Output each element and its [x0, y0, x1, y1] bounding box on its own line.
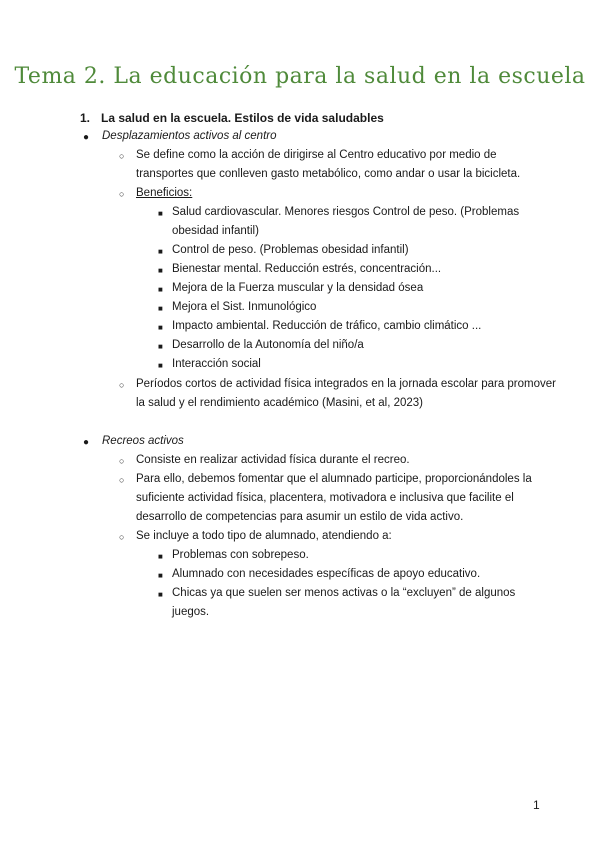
periodos-line-1: Períodos cortos de actividad física integrados en la jornada escolar para promover	[136, 378, 556, 390]
bullet-level3: ■	[158, 209, 163, 218]
beneficio-item-continuation: obesidad infantil)	[172, 225, 259, 237]
document-title: Tema 2. La educación para la salud en la escuela	[14, 64, 586, 89]
para-line-3: desarrollo de competencias para asumir un estilo de vida activo.	[136, 511, 464, 523]
beneficio-item: Mejora de la Fuerza muscular y la densidad ósea	[172, 282, 424, 294]
bullet-level3: ■	[158, 342, 163, 351]
bullet-level1: ●	[83, 437, 90, 448]
recreos-label: Recreos activos	[102, 435, 184, 447]
bullet-level3: ■	[158, 247, 163, 256]
para-line-2: suficiente actividad física, placentera, motivadora e inclusiva que facilite el	[136, 492, 514, 504]
page-number: 1	[533, 798, 540, 812]
bullet-level2: ○	[119, 475, 125, 485]
bullet-level2: ○	[119, 456, 125, 466]
beneficio-item: Salud cardiovascular. Menores riesgos Control de peso. (Problemas	[172, 206, 520, 218]
bullet-level3: ■	[158, 323, 163, 332]
section-number: 1.	[80, 111, 91, 125]
bullet-level2: ○	[119, 532, 125, 542]
beneficio-item: Desarrollo de la Autonomía del niño/a	[172, 339, 364, 351]
recreos-item-continuation: juegos.	[172, 606, 210, 618]
beneficio-item: Mejora el Sist. Inmunológico	[172, 301, 317, 313]
para-line-1: Para ello, debemos fomentar que el alumnado participe, proporcionándoles la	[136, 473, 532, 485]
incluye-line: Se incluye a todo tipo de alumnado, atendiendo a:	[136, 530, 392, 542]
section-heading: La salud en la escuela. Estilos de vida saludables	[101, 111, 384, 125]
bullet-level3: ■	[158, 590, 163, 599]
bullet-level2: ○	[119, 380, 125, 390]
bullet-level1: ●	[83, 132, 90, 143]
beneficio-item: Bienestar mental. Reducción estrés, concentración...	[172, 263, 442, 275]
bullet-level3: ■	[158, 552, 163, 561]
recreos-item: Problemas con sobrepeso.	[172, 549, 309, 561]
bullet-level2: ○	[119, 189, 125, 199]
bullet-level2: ○	[119, 151, 125, 161]
beneficio-item: Impacto ambiental. Reducción de tráfico, cambio climático ...	[172, 320, 482, 332]
bullet-level3: ■	[158, 304, 163, 313]
bullet-level3: ■	[158, 571, 163, 580]
beneficio-item: Interacción social	[172, 358, 261, 370]
bullet-level3: ■	[158, 361, 163, 370]
recreos-item: Chicas ya que suelen ser menos activas o la “excluyen” de algunos	[172, 587, 516, 599]
consiste-line: Consiste en realizar actividad física durante el recreo.	[136, 454, 410, 466]
desplazamientos-label: Desplazamientos activos al centro	[102, 130, 277, 142]
recreos-item: Alumnado con necesidades específicas de apoyo educativo.	[172, 568, 481, 580]
beneficio-item: Control de peso. (Problemas obesidad infantil)	[172, 244, 409, 256]
definition-line-1: Se define como la acción de dirigirse al Centro educativo por medio de	[136, 149, 497, 161]
periodos-line-2: la salud y el rendimiento académico (Masini, et al, 2023)	[136, 397, 424, 409]
bullet-level3: ■	[158, 266, 163, 275]
beneficios-label: Beneficios:	[136, 187, 193, 199]
bullet-level3: ■	[158, 285, 163, 294]
definition-line-2: transportes que conlleven gasto metabólico, como andar o usar la bicicleta.	[136, 168, 521, 180]
